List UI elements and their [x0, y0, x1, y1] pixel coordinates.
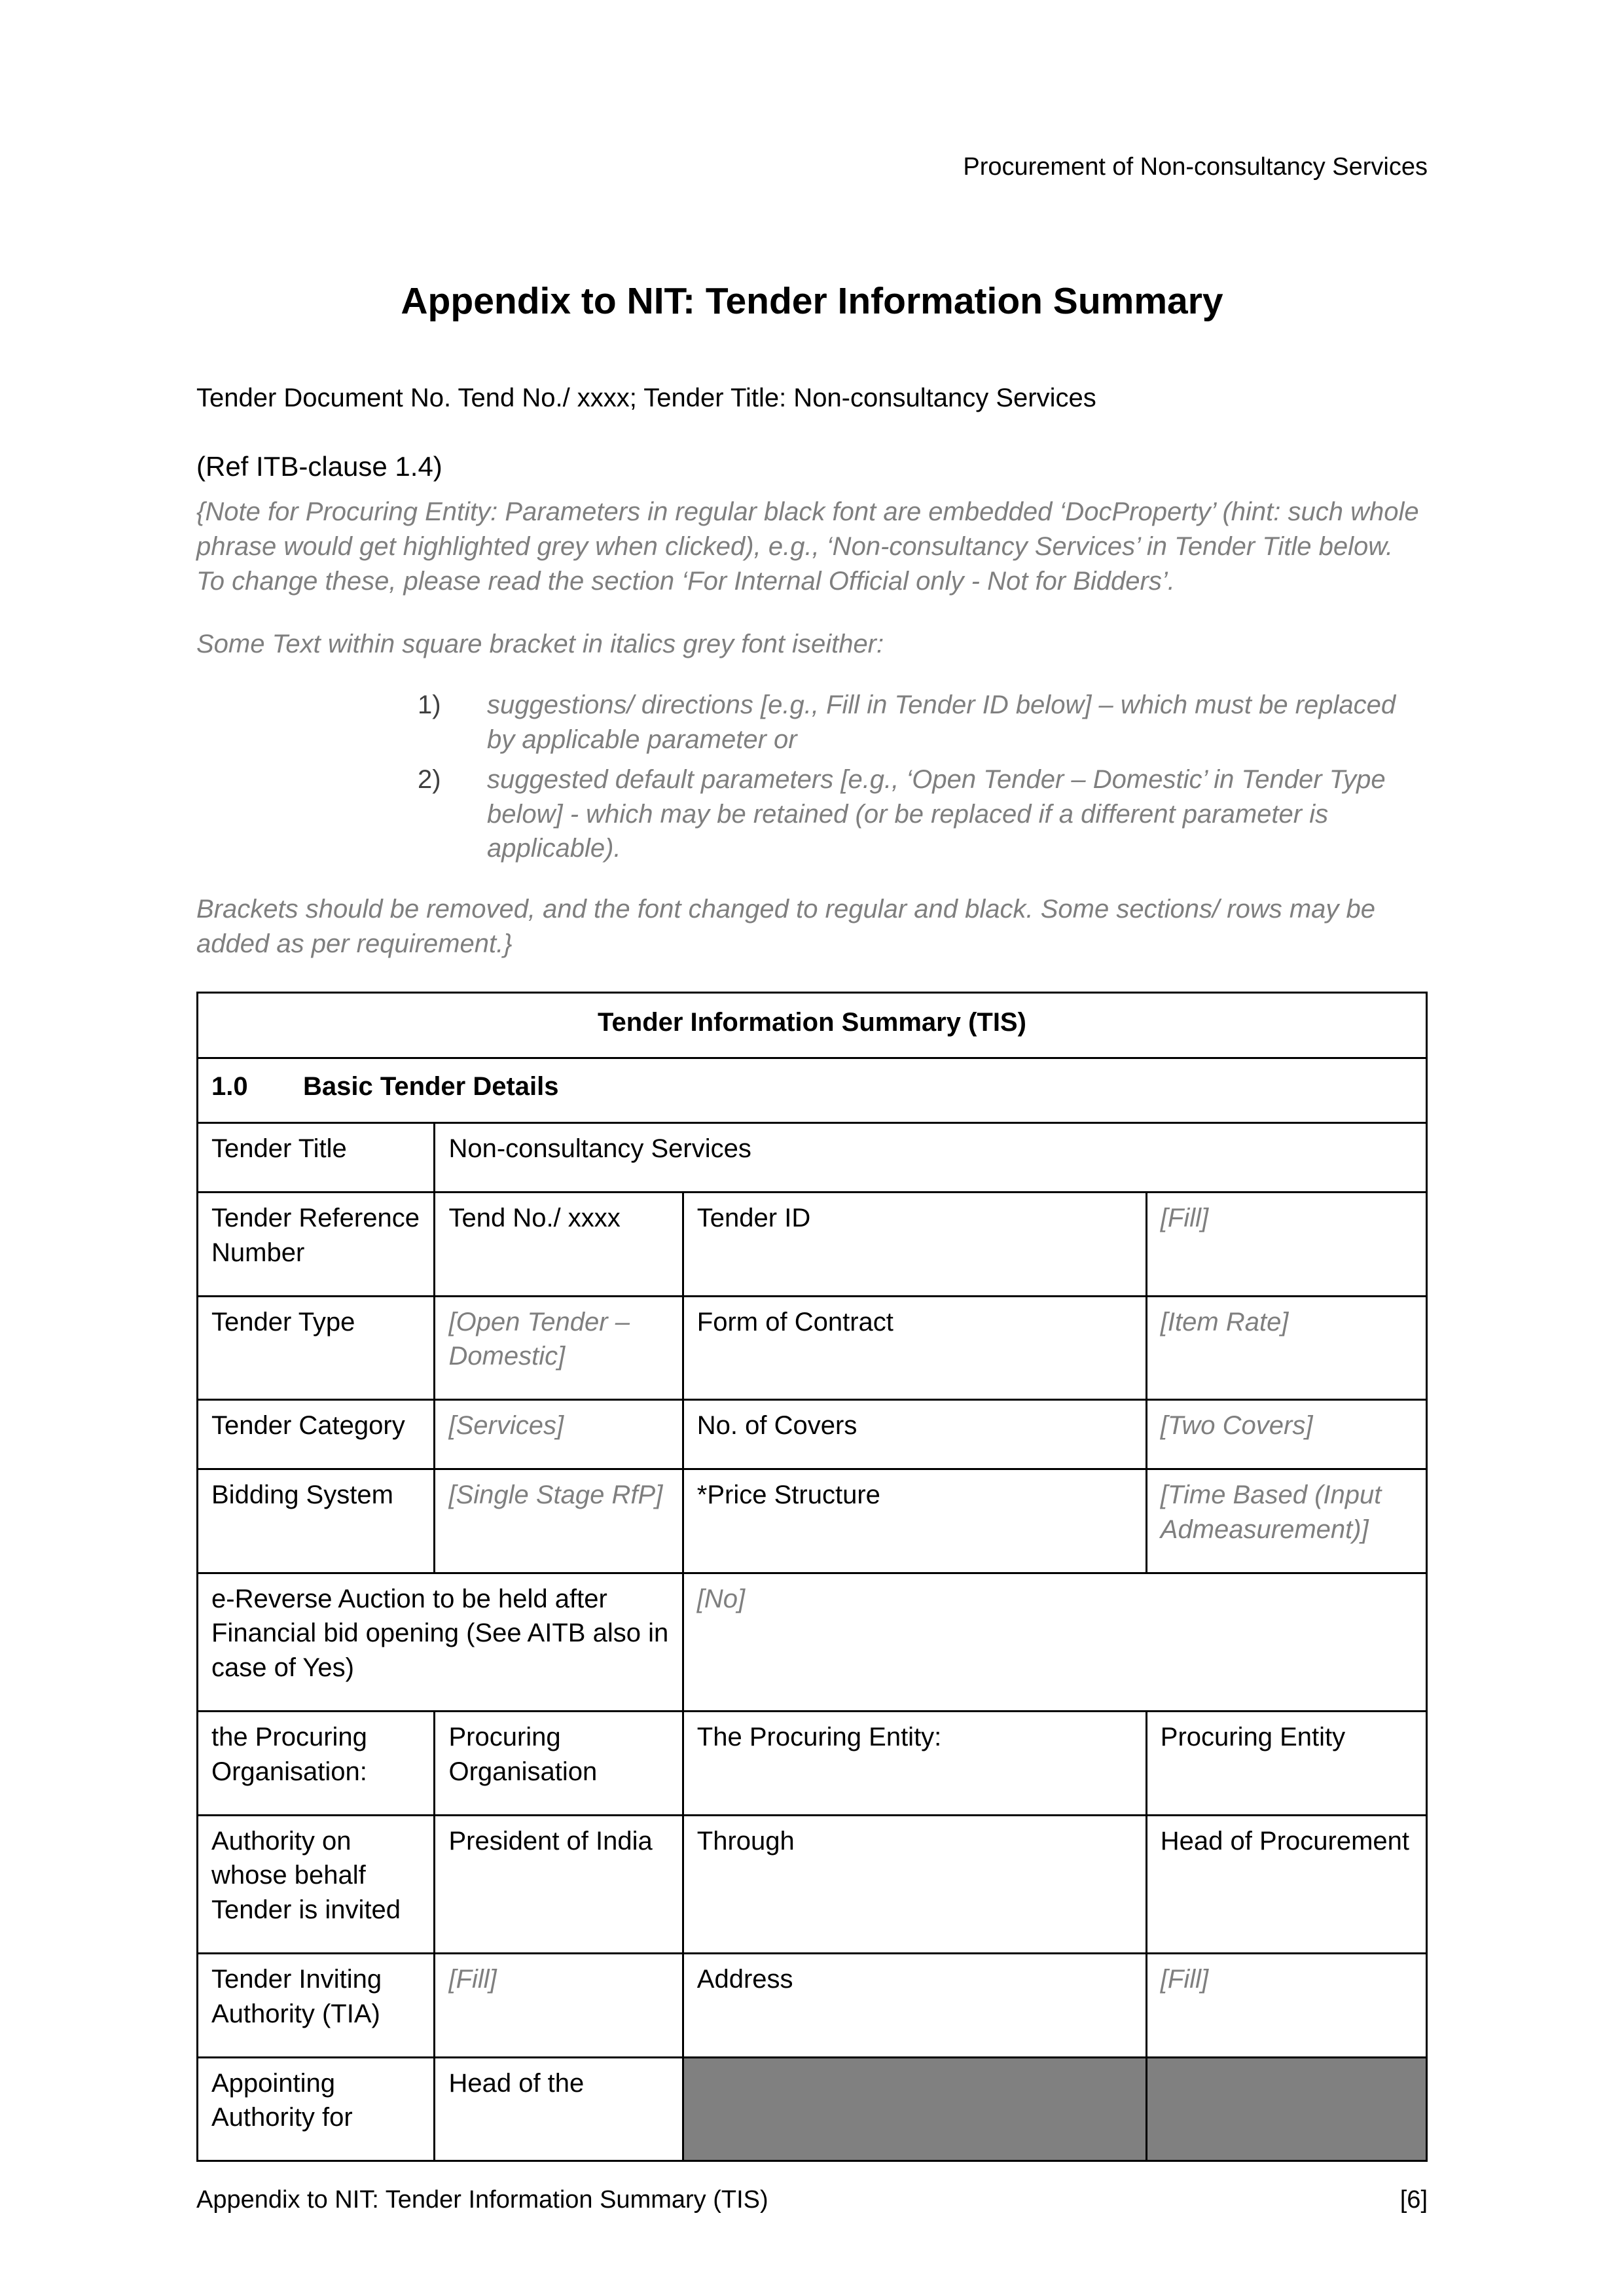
- footer-left-text: Appendix to NIT: Tender Information Summary (TIS): [196, 2185, 768, 2214]
- cell-placeholder: [Item Rate]: [1146, 1296, 1426, 1400]
- cell-shaded: [683, 2057, 1146, 2161]
- cell-label: Tender ID: [683, 1193, 1146, 1297]
- cell-value: Procuring Entity: [1146, 1712, 1426, 1816]
- cell-label: Tender Reference Number: [198, 1193, 435, 1297]
- table-row-tender-title: [198, 1123, 1427, 1193]
- cell-label: Authority on whose behalf Tender is invited: [198, 1815, 435, 1953]
- cell-label: e-Reverse Auction to be held after Financial bid opening (See AITB also in case of Yes): [198, 1573, 683, 1711]
- cell-placeholder: [Single Stage RfP]: [435, 1469, 683, 1573]
- cell-label: Address: [683, 1954, 1146, 2058]
- list-text: suggestions/ directions [e.g., Fill in Tender ID below] – which must be replaced by applicable parameter or: [487, 691, 1396, 754]
- cell-placeholder: [Fill]: [435, 1954, 683, 2058]
- note-paragraph: {Note for Procuring Entity: Parameters in regular black font are embedded ‘DocProperty’ (hint: such whole phrase would get highlighted grey when clicked), e.g., ‘Non-consultancy Services’ in Tender Title below. To change these, please read the section ‘For Internal Official only - Not for Bidders’.: [196, 497, 1419, 596]
- section-cell: [198, 1058, 1427, 1123]
- cell-value: Head of the: [435, 2057, 683, 2161]
- cell-placeholder: [No]: [683, 1573, 1426, 1711]
- table-row-ereverse-auction: [198, 1573, 1427, 1711]
- tender-information-summary-table: [196, 992, 1428, 2162]
- section-title: Basic Tender Details: [303, 1071, 559, 1101]
- cell-value: Tend No./ xxxx: [435, 1193, 683, 1297]
- cell-placeholder: [Time Based (Input Admeasurement)]: [1146, 1469, 1426, 1573]
- ref-clause-line: (Ref ITB-clause 1.4): [196, 450, 442, 482]
- table-title-row: [198, 992, 1427, 1058]
- tender-doc-line: Tender Document No. Tend No./ xxxx; Tender Title: Non-consultancy Services: [196, 383, 1096, 412]
- cell-label: Tender Type: [198, 1296, 435, 1400]
- cell-label: Appointing Authority for: [198, 2057, 435, 2161]
- page-header-text: Procurement of Non-consultancy Services: [963, 153, 1428, 181]
- cell-label: The Procuring Entity:: [683, 1712, 1146, 1816]
- cell-value: Procuring Organisation: [435, 1712, 683, 1816]
- list-marker: 1): [418, 691, 441, 720]
- table-row-tender-inviting-authority: [198, 1954, 1427, 2058]
- list-item-2: [196, 762, 1428, 866]
- cell-label: Tender Inviting Authority (TIA): [198, 1954, 435, 2058]
- table-row-tender-category: [198, 1400, 1427, 1469]
- list-marker: 2): [418, 764, 441, 794]
- cell-placeholder: [Services]: [435, 1400, 683, 1469]
- table-row-appointing-authority: [198, 2057, 1427, 2161]
- cell-shaded: [1146, 2057, 1426, 2161]
- cell-value: Head of Procurement: [1146, 1815, 1426, 1953]
- cell-placeholder: [Fill]: [1146, 1193, 1426, 1297]
- cell-placeholder: [Fill]: [1146, 1954, 1426, 2058]
- cell-label: the Procuring Organisation:: [198, 1712, 435, 1816]
- section-row: [198, 1058, 1427, 1123]
- table-row-tender-type: [198, 1296, 1427, 1400]
- table-title-cell: Tender Information Summary (TIS): [198, 992, 1427, 1058]
- closing-paragraph: Brackets should be removed, and the font changed to regular and black. Some sections/ rows may be added as per requirement.}: [196, 895, 1376, 958]
- note-list: [196, 688, 1428, 866]
- cell-placeholder: [Two Covers]: [1146, 1400, 1426, 1469]
- list-item-1: [196, 688, 1428, 757]
- cell-label: *Price Structure: [683, 1469, 1146, 1573]
- cell-placeholder: [Open Tender – Domestic]: [435, 1296, 683, 1400]
- page-number: [6]: [1399, 2185, 1428, 2214]
- some-text-line: Some Text within square bracket in italics grey font iseither:: [196, 630, 884, 659]
- cell-label: Tender Category: [198, 1400, 435, 1469]
- page-title: Appendix to NIT: Tender Information Summary: [401, 280, 1223, 323]
- cell-label: Bidding System: [198, 1469, 435, 1573]
- table-row-bidding-system: [198, 1469, 1427, 1573]
- table-row-tender-reference: [198, 1193, 1427, 1297]
- cell-value: Non-consultancy Services: [435, 1123, 1427, 1193]
- table-row-procuring-organisation: [198, 1712, 1427, 1816]
- cell-value: President of India: [435, 1815, 683, 1953]
- cell-label: Through: [683, 1815, 1146, 1953]
- section-number: 1.0: [211, 1071, 248, 1101]
- list-text: suggested default parameters [e.g., ‘Open Tender – Domestic’ in Tender Type below] - which may be retained (or be replaced if a different parameter is applicable).: [487, 764, 1386, 863]
- cell-label: Form of Contract: [683, 1296, 1146, 1400]
- table-row-authority: [198, 1815, 1427, 1953]
- cell-label: No. of Covers: [683, 1400, 1146, 1469]
- page-footer: [196, 2183, 1428, 2216]
- cell-label: Tender Title: [198, 1123, 435, 1193]
